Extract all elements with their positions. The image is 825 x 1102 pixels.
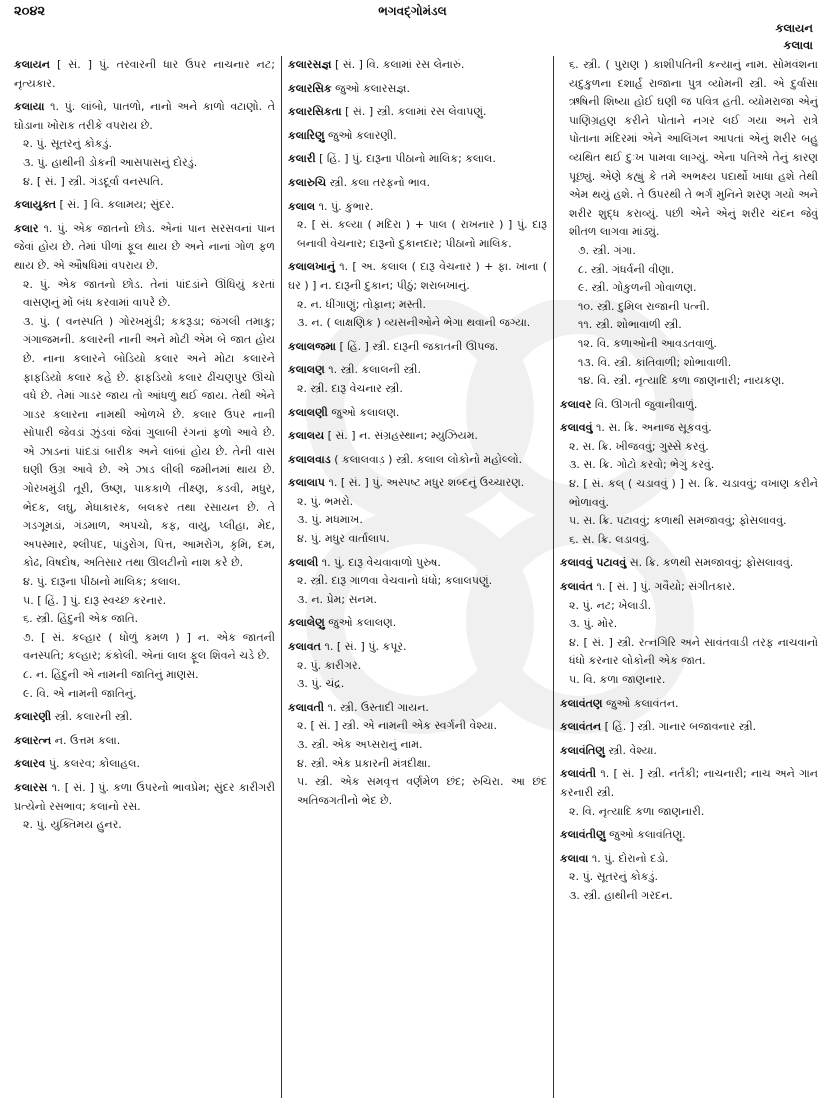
entry-sense: ૯. સ્ત્રી. ગોકુળની ગોવાળણ. xyxy=(578,281,697,295)
entry-headword: કલાલખાનું xyxy=(288,260,336,274)
entry-headword: કલાવા xyxy=(560,851,589,865)
dictionary-entry xyxy=(288,699,547,811)
entry-headword: કલાયા xyxy=(14,100,45,114)
entry-headword: કલાયુક્ત xyxy=(14,198,57,212)
guide-words xyxy=(775,20,813,54)
entry-definition: ૧. સ. ક્રિ. અનાજ સૂકવવું. xyxy=(595,421,712,435)
entry-sense: ૭. [ સં. કલ્હાર ( ધોળું કમળ ) ] ન. એક જાતની વનસ્પતિ; કલ્હાર; કંકોલી. એનાં લાલ ફૂલ શિવને ચડે છે. xyxy=(23,630,275,663)
dictionary-entry xyxy=(288,404,547,423)
entry-definition: સ્ત્રી. કલારની સ્ત્રી. xyxy=(54,710,133,724)
entry-sense: ૬. સ. ક્રિ. લડાવવું. xyxy=(569,532,650,546)
entry-sense: ૩. પું. ચંદ્ર. xyxy=(297,677,345,691)
dictionary-entry xyxy=(560,56,818,391)
column-1 xyxy=(10,56,282,1098)
entry-sense: ૪. [ સં. ] સ્ત્રી. ગંડદૂર્વા વનસ્પતિ. xyxy=(23,174,164,188)
dictionary-entry xyxy=(560,826,818,845)
dictionary-entry xyxy=(288,127,547,146)
entry-headword: કલારત્ન xyxy=(14,733,52,747)
entry-headword: કલાવંતી xyxy=(560,767,597,781)
entry-headword: કલારસિકતા xyxy=(288,105,342,119)
dictionary-entry xyxy=(560,695,818,714)
entry-headword: કલારિણુ xyxy=(288,128,325,142)
entry-definition: ૧. સ્ત્રી. કલાલની સ્ત્રી. xyxy=(328,363,421,377)
entry-definition: ૧. [ સં. ] પું. ગવૈયો; સંગીતકાર. xyxy=(596,580,736,594)
dictionary-entry xyxy=(14,56,275,93)
entry-headword: કલાવવું xyxy=(560,421,593,435)
entry-sense: ૮. સ્ત્રી. ગંધર્વની વીણા. xyxy=(578,262,675,276)
entry-sense: ૬. સ્ત્રી. હિંદુની એક જાતિ. xyxy=(23,612,139,626)
dictionary-entry xyxy=(288,614,547,633)
entry-definition: ૧. [ સં. ] પું. કળા ઉપરનો ભાવપ્રેમ; સુંદર કારીગરી પ્રત્યેનો રસભાવ; કલાનો રસ. xyxy=(14,780,275,813)
dictionary-entry xyxy=(14,98,275,191)
entry-sense: ૧૧. સ્ત્રી. શોભાવાળી સ્ત્રી. xyxy=(578,318,682,332)
entry-definition: જુઓ કલાલણ. xyxy=(331,405,400,419)
entry-sense: ૭. સ્ત્રી. ગંગા. xyxy=(578,243,636,257)
dictionary-entry xyxy=(288,338,547,357)
dictionary-entry xyxy=(560,765,818,821)
entry-definition: ( કલાલવાડ઼ ) સ્ત્રી. કલાલ લોકોનો મહોલ્લો. xyxy=(334,452,523,466)
entry-headword: કલાલાપ xyxy=(288,476,325,490)
entry-definition: [ સં. ] પું. તરવારની ધાર ઉપર નાચનાર નટ; નૃત્યકાર. xyxy=(14,58,275,90)
dictionary-entry xyxy=(560,419,818,549)
book-title: ભગવદ્ગોમંડલ xyxy=(378,4,447,18)
entry-sense: ૨. પું. કારીગર. xyxy=(297,658,362,672)
entry-definition: ૧. [ સં. ] પું. કપૂર. xyxy=(324,640,407,654)
dictionary-entry xyxy=(288,427,547,446)
entry-definition: ૧. [ અ. કલાલ ( દારૂ વેચનાર ) + ફા. ખાના ( ઘર ) ] ન. દારૂની દુકાન; પીઠું; શરાબખાનું. xyxy=(288,260,547,292)
dictionary-entry xyxy=(14,779,275,835)
entry-definition: જુઓ કલાવંતિણુ. xyxy=(609,828,686,842)
entry-headword: કલાર xyxy=(14,221,39,235)
entry-headword: કલાલ xyxy=(288,199,316,213)
entry-sense: ૨. પું. એક જાતનો છોડ. તેનાં પાંદડાંને ઊંધિયું કરતાં વાસણનું મોં બંધ કરવામાં વાપરે છે. xyxy=(23,277,275,310)
dictionary-entry xyxy=(14,220,275,703)
dictionary-entry xyxy=(288,258,547,332)
entry-sense: ૫. સ્ત્રી. એક સમવૃત્ત વર્ણમેળ છંદ; રુચિરા. આ છંદ અતિજગતીનો ભેદ છે. xyxy=(297,775,547,807)
entry-sense: ૨. [ સં. કલ્યા ( મદિરા ) + પાલ ( રાખનાર ) ] પું. દારૂ બનાવી વેચનાર; દારૂનો દુકાનદાર; પીઠાનો માલિક. xyxy=(297,218,547,250)
entry-headword: કલાવંતણ xyxy=(560,696,603,710)
entry-definition: ૧. સ્ત્રી. ઉસ્તાદી ગાયન. xyxy=(327,700,429,714)
entry-definition: [ સં. ] વિ. કલામય; સુંદર. xyxy=(59,198,175,212)
entry-sense: ૧૨. વિ. કળાઓની આવડતવાળું. xyxy=(578,336,717,350)
entry-definition: [ હિં. ] સ્ત્રી. ગાનાર બજાવનાર સ્ત્રી. xyxy=(604,720,757,734)
entry-headword: કલાયન xyxy=(14,58,50,71)
dictionary-entry xyxy=(560,578,818,690)
entry-definition: સ. ક્રિ. કળથી સમજાવવું; ફોસલાવવું. xyxy=(629,556,794,570)
dictionary-entry xyxy=(560,850,818,906)
entry-sense: ૩. પું. ( વનસ્પતિ ) ગોરખમુંડી; કકરૂડા; જંગલી તમાકુ; ગંગાજમની. કલારની નાની અને મોટી એમ બે જાત હોય છે. નાના કલારને બોડિયો કલાર અને મોટા કલારને ફાફડિયો કલાર કહે છે. ફાફડિયો કલાર ઢીંચણપુર ઊંચો વધે છે. તેમાં ગાડર જાય તો આંધળું થઈ જાય. તેથી એને ગાડર કલારના નામથી ઓળખે છે. કલાર ઉપર નાની સોપારી જેવડાં ઝુંડવાં જેવાં ગુલાબી રંગનાં ફળો આવે છે. એ ઝાડનાં પાંદડાં બારીક અને લાંબાં હોય છે. તેની વાસ ઘણી ઉગ્ર આવે છે. એ ઝાડ લીલી જમીનમાં થાય છે. ગોરખમુંડી તૂરી, ઉષ્ણ, પાકકાળે તીક્ષ્ણ, કડવી, મધુર, ભેદક, લઘુ, મેધાકારક, બલકર તથા રસાયન છે. તે ગડગૂમડાં, ગંડમાળ, અપચો, કફ, વાયુ, પ્લીહા, મેદ, અપસ્માર, શ્લીપદ, પાંડુરોગ, પિત્ત, આમરોગ, કૃમિ, દમ, કોઢ, વિષદોષ, અતિસાર તથા ઊલટીનો નાશ કરે છે. xyxy=(23,314,275,570)
entry-headword: કલાલેણુ xyxy=(288,616,325,630)
entry-definition: ૧. [ સં. ] પું. અસ્પષ્ટ મધુર શબ્દનું ઉચ્ચારણ. xyxy=(328,476,525,490)
dictionary-entry xyxy=(288,474,547,548)
entry-definition: ૧. પું. દારૂ વેચવાવાળો પુરુષ. xyxy=(321,555,441,569)
page-number: ૨૦૪૨ xyxy=(14,4,46,19)
entry-definition: જુઓ કલારણી. xyxy=(328,128,397,142)
entry-sense: ૩. સ્ત્રી. હાથીની ગરદન. xyxy=(569,888,673,902)
dictionary-entry xyxy=(288,80,547,99)
entry-definition: ૧. પું. દોરાનો દડો. xyxy=(591,851,669,865)
entry-headword: કલારવ xyxy=(14,757,46,771)
entry-sense: ૨. સ. ક્રિ. ખીજવવું; ગુસ્સે કરવું. xyxy=(569,439,709,453)
entry-headword: કલાલય xyxy=(288,429,325,443)
entry-definition: જુઓ કલારસજ્ઞ. xyxy=(335,81,410,95)
entry-definition: ૧. [ સં. ] સ્ત્રી. નર્તકી; નાચનારી; નાચ અને ગાન કરનારી સ્ત્રી. xyxy=(560,767,818,799)
entry-definition: જુઓ કલાલણ. xyxy=(328,616,397,630)
dictionary-entry xyxy=(288,198,547,254)
entry-definition: [ હિં. ] સ્ત્રી. દારૂની જકાતની ઊપજ. xyxy=(339,339,499,353)
entry-sense: ૨. પું. સૂતરનું કોકડું. xyxy=(569,870,658,884)
entry-sense: ૨. [ સં. ] સ્ત્રી. એ નામની એક સ્વર્ગની વેશ્યા. xyxy=(297,719,497,733)
guide-word-first: કલાયન xyxy=(775,21,813,35)
dictionary-entry xyxy=(288,638,547,694)
entry-headword: કલાલી xyxy=(288,555,319,569)
entry-headword: કલારસજ્ઞ xyxy=(288,58,332,71)
entry-sense: ૩. ન. ( લાક્ષણિક ) વ્યસનીઓને ભેગા થવાની જગ્યા. xyxy=(297,316,531,330)
entry-definition: ૧. પું. લાંબો, પાતળો, નાનો અને કાળો વટાણો. તે ઘોડાના ખોરાક તરીકે વપરાય છે. xyxy=(14,100,276,132)
entry-definition: [ સં. ] સ્ત્રી. કલામાં રસ લેવાપણું. xyxy=(345,105,487,119)
entry-sense: ૨. ન. ધીંગાણું; તોફાન; મસ્તી. xyxy=(297,297,427,311)
entry-definition: [ હિં. ] પું. દારૂના પીઠાનો માલિક; કલાલ. xyxy=(319,152,496,166)
entry-definition: વિ. ઊગતી જુવાનીવાળું. xyxy=(594,397,698,411)
entry-sense: ૪. પું. મધુર વાર્તાલાપ. xyxy=(297,532,390,546)
entry-headword: કલાલજમા xyxy=(288,339,336,353)
dictionary-entry xyxy=(288,174,547,193)
entry-sense: ૪. [ સં. ] સ્ત્રી. રત્નગિરિ અને સાવંતવાડી તરફ નાચવાનો ધંધો કરનાર લોકોની એક જાત. xyxy=(569,635,818,668)
entry-sense: ૪. પું. દારૂના પીઠાનો માલિક; કલાલ. xyxy=(23,575,181,589)
entry-definition: [ સં. ] ન. સંગ્રહસ્થાન; મ્યુઝિયમ. xyxy=(327,429,479,443)
dictionary-entry xyxy=(560,554,818,573)
dictionary-entry xyxy=(288,554,547,610)
entry-sense: ૩. પું. મધમાખ. xyxy=(297,513,363,527)
entry-headword: કલાવવું પટાવવું xyxy=(560,556,627,570)
entry-headword: કલારસ xyxy=(14,780,48,794)
entry-headword: કલાલણ xyxy=(288,363,325,377)
entry-headword: કલારુચિ xyxy=(288,175,327,189)
entry-headword: કલારસિક xyxy=(288,81,332,95)
entry-definition: ૧. પું. કુંભાર. xyxy=(318,199,374,213)
entry-definition: ૬. સ્ત્રી. ( પુરાણ ) કાશીપતિની કન્યાનું નામ. સોમવંશના યદુકુળના દશાર્હ રાજાના પુત્ર વ્યોમની સ્ત્રી. એ દુર્વાસા ઋષિની શિષ્યા હોઈ ઘણી જ પવિત્ર હતી. વ્યોમરાજા એનું પાણિગ્રહણ કરીને પોતાને નગર લઈ ગયા અને રાત્રે પોતાના મંદિરમાં એને આલિંગન આપતાં એનું શરીર બહુ વ્યથિત થઈ દુઃખ પામવા લાગ્યું. એના પતિએ તેનું કારણ પૂછ્યું. એણે કહ્યું કે તમે અભક્ષ્ય પદાર્થો ખાધા હશે તેથી એમ થયું હશે. તે ઉપરથી તે ભર્ગ મુનિને શરણ ગયો અને શરીર શુદ્ધ કરાવ્યું. પછી એને એનું શરીર ચંદન જેવું શીતળ લાગવા માંડ્યું. xyxy=(569,58,818,239)
dictionary-entry xyxy=(560,742,818,761)
dictionary-entry xyxy=(14,732,275,751)
entry-sense: ૩. સ. ક્રિ. ગોટો કરવો; ભેગું કરવું. xyxy=(569,458,715,472)
dictionary-entry xyxy=(288,150,547,169)
entry-definition: સ્ત્રી. વેશ્યા. xyxy=(608,743,657,757)
entry-sense: ૯. વિ. એ નામની જાતિનું. xyxy=(23,686,137,700)
entry-definition: ૧. પું. એક જાતનો છોડ. એનાં પાન સરસવનાં પાન જેવાં હોય છે. તેમાં પીળાં ફૂલ થાય છે અને નાનાં ગોળ ફળ થાય છે. એ ઔષધિમાં વપરાય છે. xyxy=(14,221,275,272)
dictionary-columns xyxy=(10,56,818,1098)
entry-sense: ૪. [ સં. કલ્ ( ચડાવવું ) ] સ. ક્રિ. ચડાવવું; વખાણ કરીને ભોળાવવું. xyxy=(569,477,818,509)
entry-headword: કલાવત xyxy=(288,640,321,654)
entry-headword: કલારણી xyxy=(14,710,52,724)
entry-sense: ૩. પું. હાથીની ડોકની આસપાસનું દોરડું. xyxy=(23,155,198,169)
dictionary-entry xyxy=(288,361,547,398)
entry-sense: ૫. સ. ક્રિ. પટાવવું; કળાથી સમજાવવું; ફોસલાવવું. xyxy=(569,514,787,528)
page-header xyxy=(0,0,825,52)
entry-sense: ૮. ન. હિંદુની એ નામની જાતિનું માણસ. xyxy=(23,668,199,681)
column-3 xyxy=(554,56,818,1098)
entry-headword: કલાવતી xyxy=(288,700,325,714)
entry-sense: ૩. સ્ત્રી. એક અપ્સરાનું નામ. xyxy=(297,738,423,751)
entry-definition: જુઓ કલાવંતન. xyxy=(606,696,679,710)
entry-sense: ૨. વિ. નૃત્યાદિ કળા જાણનારી. xyxy=(569,804,705,818)
entry-headword: કલાવંતન xyxy=(560,720,602,734)
entry-sense: ૨. સ્ત્રી. દારૂ વેચનાર સ્ત્રી. xyxy=(297,381,403,395)
entry-definition: [ સં. ] વિ. કલામાં રસ લેનારું. xyxy=(334,58,465,71)
entry-definition: પું. કલરવ; કોલાહલ. xyxy=(48,757,140,771)
entry-sense: ૩. પું. મોર. xyxy=(569,617,618,631)
dictionary-entry xyxy=(288,56,547,75)
entry-sense: ૨. પું. નટ; ખેલાડી. xyxy=(569,598,652,612)
entry-headword: કલારી xyxy=(288,152,316,166)
dictionary-entry xyxy=(14,755,275,774)
dictionary-entry xyxy=(560,718,818,737)
dictionary-entry xyxy=(560,396,818,415)
entry-headword: કલાવંત xyxy=(560,580,593,594)
entry-sense: ૩. ન. પ્રેમ; સનમ. xyxy=(297,592,377,606)
entry-headword: કલાવંતીણુ xyxy=(560,828,606,842)
entry-headword: કલાલવાડ xyxy=(288,452,331,466)
entry-sense: ૨. પું. યુક્તિમય હુનર. xyxy=(23,818,122,832)
dictionary-entry xyxy=(14,708,275,727)
entry-sense: ૪. સ્ત્રી. એક પ્રકારની મંત્રદીક્ષા. xyxy=(297,756,431,770)
entry-definition: સ્ત્રી. કલા તરફનો ભાવ. xyxy=(329,175,431,189)
guide-word-last: કલાવા xyxy=(783,38,813,52)
entry-headword: કલાવંતિણુ xyxy=(560,743,606,757)
entry-definition: ન. ઉત્તમ કલા. xyxy=(54,733,121,747)
dictionary-entry xyxy=(288,103,547,122)
dictionary-entry xyxy=(14,196,275,215)
entry-headword: કલાવર xyxy=(560,397,592,411)
entry-sense: ૧૦. સ્ત્રી. દુમિલ રાજાની પત્ની. xyxy=(578,299,710,313)
entry-sense: ૧૪. વિ. સ્ત્રી. નૃત્યાદિ કળા જાણનારી; નાયકણ. xyxy=(578,374,785,388)
column-2 xyxy=(282,56,554,1098)
entry-sense: ૧૩. વિ. સ્ત્રી. કાંતિવાળી; શોભાવાળી. xyxy=(578,355,732,369)
entry-sense: ૨. પું. ભમરો. xyxy=(297,494,354,508)
entry-sense: ૨. પું. સૂતરનું કોકડું. xyxy=(23,137,112,151)
entry-headword: કલાલણી xyxy=(288,405,328,419)
entry-sense: ૫. વિ. કળા જાણનાર. xyxy=(569,673,666,686)
entry-sense: ૫. [ હિં. ] પું. દારૂ સ્વચ્છ કરનાર. xyxy=(23,593,167,607)
entry-sense: ૨. સ્ત્રી. દારૂ ગાળવા વેચવાનો ધંધો; કલાલપણું. xyxy=(297,574,493,588)
dictionary-entry xyxy=(288,451,547,470)
